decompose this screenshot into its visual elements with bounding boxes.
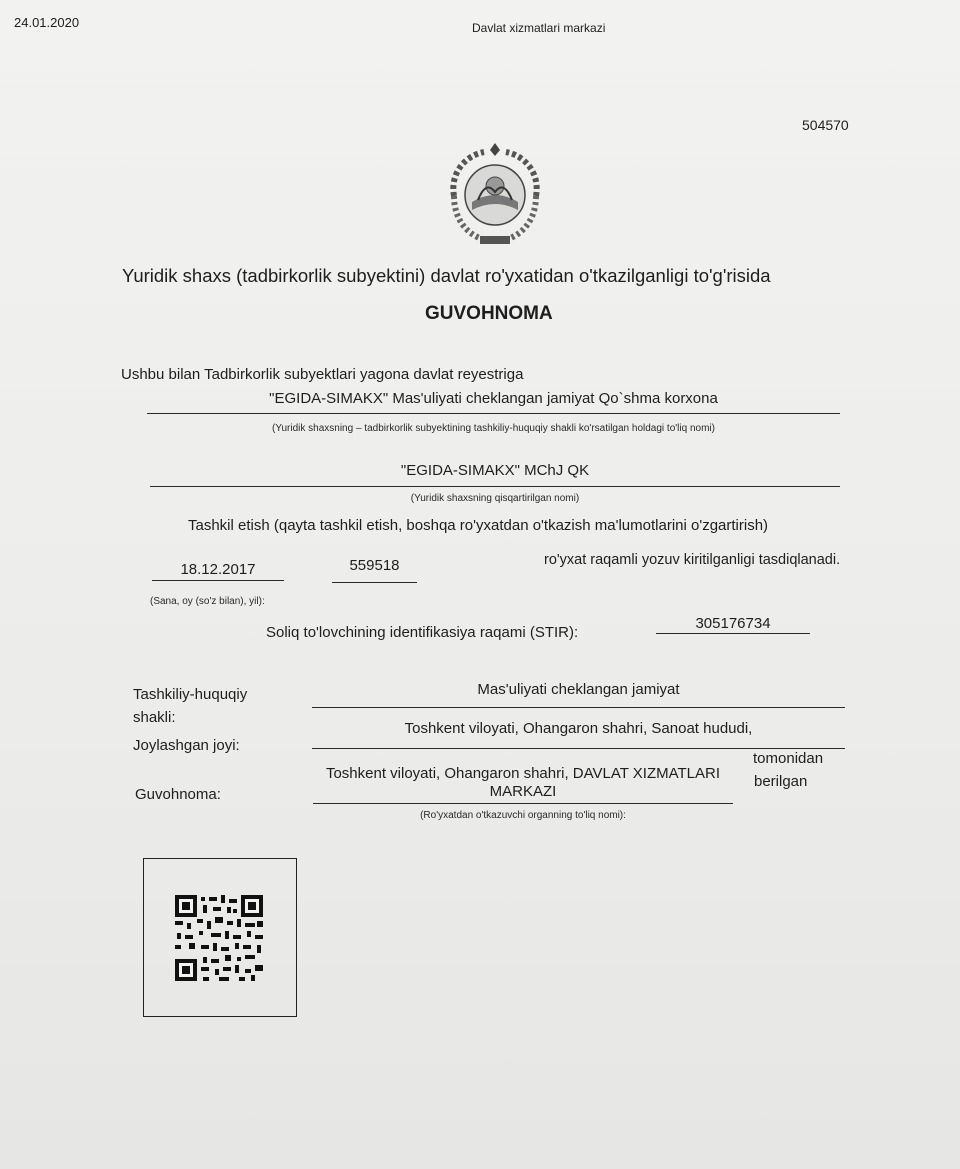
registration-action: Tashkil etish (qayta tashkil etish, boshqa ro'yxatdan o'tkazish ma'lumotlarini o'zgartirish) (188, 517, 769, 534)
qr-code-icon (175, 895, 263, 981)
issued-suffix-1: tomonidan (753, 750, 824, 767)
certificate-label: Guvohnoma: (135, 786, 221, 803)
location-rule (312, 748, 845, 749)
document-heading: GUVOHNOMA (425, 303, 553, 324)
org-form-label: Tashkiliy-huquqiy (133, 686, 248, 703)
registration-number-rule (332, 582, 417, 583)
short-name-rule (150, 486, 840, 487)
document-title: Yuridik shaxs (tadbirkorlik subyektini) davlat ro'yxatidan o'tkazilganligi to'g'risida (122, 265, 771, 286)
org-form-label-cont: shakli: (133, 709, 176, 726)
print-date: 24.01.2020 (14, 15, 80, 30)
org-form-value: Mas'uliyati cheklangan jamiyat (477, 681, 680, 698)
org-form-rule (312, 707, 845, 708)
full-name-value: "EGIDA-SIMAKX" Mas'uliyati cheklangan jamiyat Qo`shma korxona (269, 390, 718, 407)
issued-suffix-2: berilgan (754, 773, 808, 790)
registration-date-rule (152, 580, 284, 581)
issuer-header: Davlat xizmatlari markazi (472, 21, 606, 35)
issuing-authority-rule (313, 803, 733, 804)
full-name-caption: (Yuridik shaxsning – tadbirkorlik subyektining tashkiliy-huquqiy shakli ko'rsatilgan holdagi to'liq nomi) (272, 423, 715, 434)
short-name-caption: (Yuridik shaxsning qisqartirilgan nomi) (410, 493, 580, 504)
issuing-authority-line2: MARKAZI (489, 783, 557, 800)
issuing-authority-line1: Toshkent viloyati, Ohangaron shahri, DAVLAT XIZMATLARI (325, 765, 721, 782)
stir-label: Soliq to'lovchining identifikasiya raqami (STIR): (266, 624, 579, 641)
document-number: 504570 (802, 117, 849, 133)
registration-number: 559518 (349, 557, 400, 574)
registration-date: 18.12.2017 (180, 561, 256, 578)
stir-value: 305176734 (695, 615, 771, 632)
date-caption: (Sana, oy (so'z bilan), yil): (150, 596, 265, 607)
short-name-value: "EGIDA-SIMAKX" MChJ QK (400, 462, 590, 479)
full-name-rule (147, 413, 840, 414)
registration-confirmation: ro'yxat raqamli yozuv kiritilganligi tasdiqlanadi. (544, 552, 841, 568)
location-value: Toshkent viloyati, Ohangaron shahri, Sanoat hududi, (404, 720, 753, 737)
intro-text: Ushbu bilan Tadbirkorlik subyektlari yagona davlat reyestriga (121, 366, 524, 383)
stir-rule (656, 633, 810, 634)
location-label: Joylashgan joyi: (133, 737, 240, 754)
issuing-authority-caption: (Ro'yxatdan o'tkazuvchi organning to'liq nomi): (420, 810, 626, 821)
state-emblem-icon (440, 140, 550, 248)
